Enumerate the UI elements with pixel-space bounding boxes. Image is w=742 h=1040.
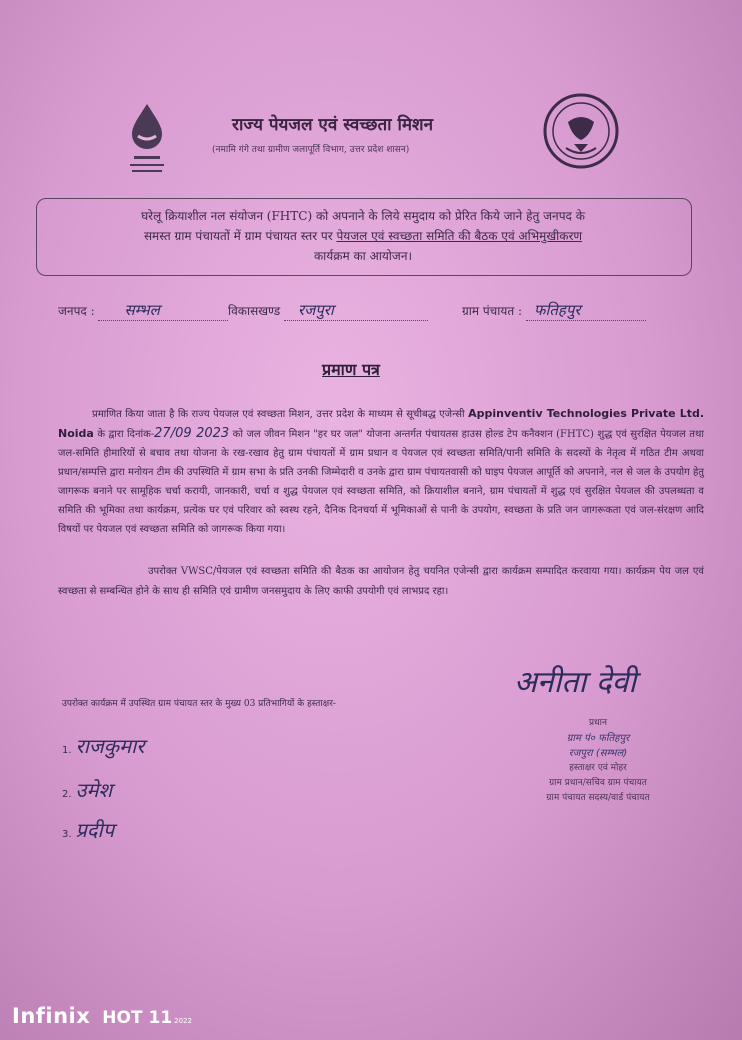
signatory-block: रजपुरा (सम्भल) <box>568 748 628 759</box>
panchayat-field <box>462 300 646 321</box>
jal-mission-logo <box>118 100 176 180</box>
watermark-model: HOT 11 <box>102 1008 173 1028</box>
signatory-role: प्रधान <box>589 718 607 728</box>
watermark-year: 2022 <box>174 1017 192 1025</box>
mission-subtitle: (नमामि गंगे तथा ग्रामीण जलापूर्ति विभाग, उत्तर प्रदेश शासन) <box>212 145 410 155</box>
certificate-paragraph-2: उपरोक्त VWSC/पेयजल एवं स्वच्छता समिति की बैठक का आयोजन हेतु चयनित एजेन्सी द्वारा कार्यक्रम सम्पादित करवाया गया। कार्यक्रम पेय जल एवं स्वच्छता से सम्बन्धित होने के साथ ही समिति एवं ग्रामीण जनसमुदाय के लिए काफी उपयोगी एवं लाभप्रद रहा। <box>58 566 704 597</box>
signatory-post-1: ग्राम प्रधान/सचिव ग्राम पंचायत <box>549 778 647 788</box>
signatory-post-2: ग्राम पंचायत सदस्य/वार्ड पंचायत <box>546 793 650 803</box>
mission-title: राज्य पेयजल एवं स्वच्छता मिशन <box>232 115 434 135</box>
up-government-seal <box>542 92 620 170</box>
participants-heading: उपरोक्त कार्यक्रम में उपस्थित ग्राम पंचायत स्तर के मुख्य 03 प्रतिभागियों के हस्ताक्षर- <box>62 699 336 709</box>
participant-signature-3: 3. प्रदीप <box>62 818 115 842</box>
panchayat-value: फतिहपुर <box>526 300 646 321</box>
notice-text <box>48 206 678 266</box>
notice-line-3: कार्यक्रम का आयोजन। <box>313 249 413 263</box>
block-label: विकासखण्ड <box>228 304 281 318</box>
pradhan-signature: अनीता देवी <box>514 665 637 700</box>
participant-signature-2: 2. उमेश <box>62 778 113 802</box>
signatory-stamp <box>498 716 698 806</box>
sign-seal-label: हस्ताक्षर एवं मोहर <box>569 763 627 773</box>
participant-signature-1: 1. राजकुमार <box>62 734 145 758</box>
signatory-village: ग्राम पं० फतिहपुर <box>566 733 630 744</box>
agency-name: Appinventiv Technologies Private Ltd. Noida <box>58 407 705 440</box>
notice-line-2: समस्त ग्राम पंचायतों में ग्राम पंचायत स्तर पर पेयजल एवं स्वच्छता समिति की बैठक एवं अभिमुखीकरण <box>143 229 583 243</box>
district-field <box>58 300 228 321</box>
district-label: जनपद : <box>58 304 95 318</box>
watermark-brand: Infinix <box>12 1004 91 1028</box>
notice-underlined-phrase: पेयजल एवं स्वच्छता समिति की बैठक एवं अभिमुखीकरण <box>336 229 583 243</box>
certificate-paragraph-1: प्रमाणित किया जाता है कि राज्य पेयजल एवं स्वच्छता मिशन, उत्तर प्रदेश के माध्यम से सूचीबद्ध एजेन्सी Appinventiv Technologies Private Ltd. Noida के द्वारा दिनांक-27/09 2023 को जल जीवन मिशन "हर घर जल" योजना अन्तर्गत पंचायतस हाउस होल्ड टेप कनैक्शन (FHTC) शुद्ध एवं सुरक्षित पेयजल तथा जल-समिति हीमारियों से बचाव तथा योजना के रख-रखाव हेतु ग्राम पंचायतों में ग्राम प्रधान व पेयजल एवं स्वच्छता समिति/पानी समिति के सदस्यों के नेतृत्व में गठित टीम अथवा प्रधान/सम्पत्ति द्वारा मनोयन टीम की उपस्थिति में ग्राम सभा के प्रति उनकी जिम्मेदारी व उनके द्वारा ग्राम पंचायतवासी को घाइप पेयजल आपूर्ति को अपनाने, नल से जल के उपयोग हेतु जागरूक बनाने पर सामूहिक चर्चा करायी, जानकारी, चर्चा व शुद्ध पेयजल एवं स्वच्छता समिति, को क्रियाशील बनाने, ग्राम पंचायतों में शुद्ध एवं सुरक्षित पेयजल की उपलब्धता व समिति की भूमिका तथा कार्यक्रम, प्रत्येक घर एवं परिवार को स्वस्थ रहने, दैनिक दिनचर्या में भूमिकाओं से पानी के उपयोग, स्वच्छता के प्रति जन जागरूकता एवं जल-संरक्षण आदि विषयों पर पेयजल एवं स्वच्छता समिति को जागरूक किया गया। <box>58 407 705 535</box>
block-field <box>228 300 428 321</box>
certificate-title: प्रमाण पत्र <box>322 360 380 379</box>
notice-line-1: घरेलू क्रियाशील नल संयोजन (FHTC) को अपनाने के लिये समुदाय को प्रेरित किये जाने हेतु जनपद के <box>141 209 585 223</box>
block-value: रजपुरा <box>284 300 428 321</box>
event-date: 27/09 2023 <box>154 426 230 441</box>
panchayat-label: ग्राम पंचायत : <box>462 304 523 318</box>
district-value: सम्भल <box>98 300 228 321</box>
camera-watermark <box>12 1004 192 1028</box>
